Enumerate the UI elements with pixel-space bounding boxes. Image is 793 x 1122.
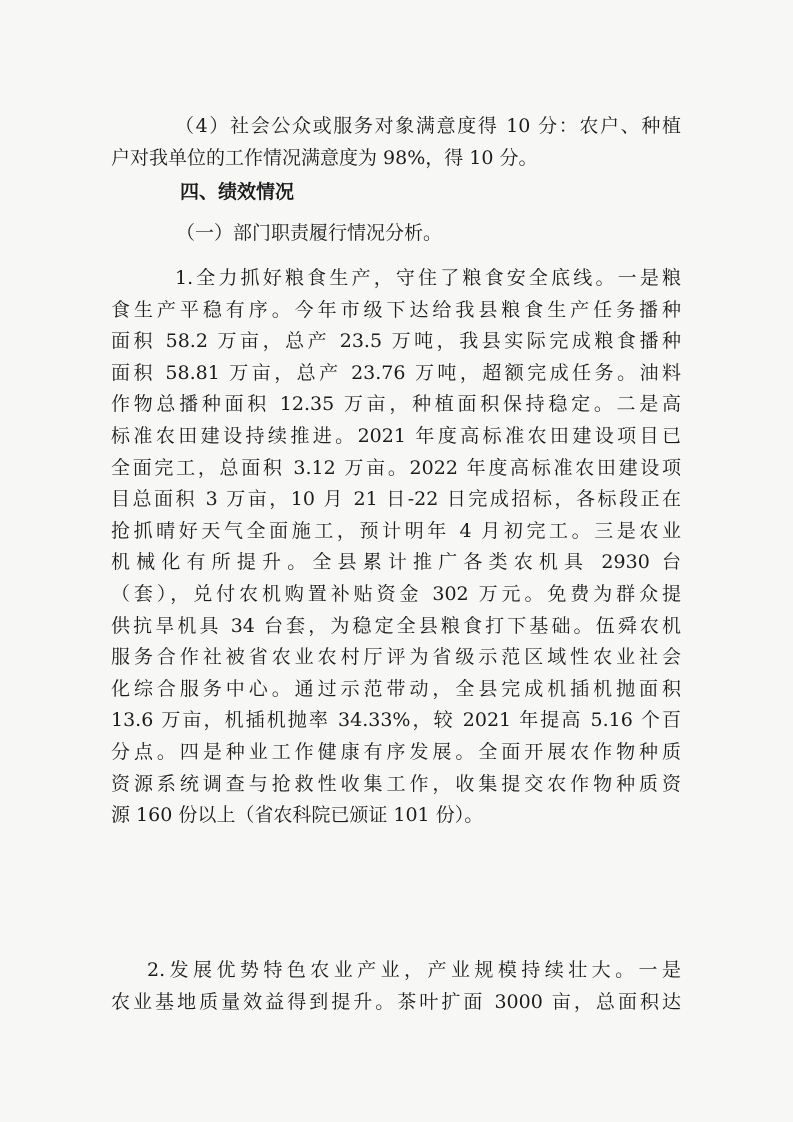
text-line: 标准农田建设持续推进。2021 年度高标准农田建设项目已: [111, 424, 681, 447]
text-line: 源 160 份以上（省农科院已颁证 101 份）。: [111, 804, 484, 827]
text-line: 机械化有所提升。全县累计推广各类农机具 2930 台: [111, 551, 681, 574]
text-line: 服务合作社被省农业农村厅评为省级示范区域性农业社会: [111, 646, 681, 669]
paragraph-satisfaction-score: [111, 111, 681, 174]
text-line: 面积 58.81 万亩，总产 23.76 万吨，超额完成任务。油料: [111, 361, 681, 384]
text-line: 1.全力抓好粮食生产，守住了粮食安全底线。一是粮: [175, 267, 681, 289]
text-line: 资源系统调查与抢救性收集工作，收集提交农作物种质资: [111, 772, 681, 795]
paragraph-specialty-agriculture: [111, 955, 681, 1018]
text-line: 2.发展优势特色农业产业，产业规模持续壮大。一是: [147, 959, 681, 981]
text-line: 户对我单位的工作情况满意度为 98%，得 10 分。: [111, 146, 538, 169]
text-line: 作物总播种面积 12.35 万亩，种植面积保持稳定。二是高: [111, 393, 681, 416]
paragraph-grain-production: [111, 263, 681, 832]
text-line: 分点。四是种业工作健康有序发展。全面开展农作物种质: [111, 740, 681, 763]
text-line: 农业基地质量效益得到提升。茶叶扩面 3000 亩，总面积达: [111, 990, 681, 1013]
text-line: 目总面积 3 万亩，10 月 21 日-22 日完成招标，各标段正在: [111, 488, 681, 511]
text-line: 供抗旱机具 34 台套，为稳定全县粮食打下基础。伍舜农机: [111, 614, 681, 637]
text-line: 食生产平稳有序。今年市级下达给我县粮食生产任务播种: [111, 298, 681, 321]
text-line: 化综合服务中心。通过示范带动，全县完成机插机抛面积: [111, 677, 681, 700]
subsection-heading-duties: （一）部门职责履行情况分析。: [176, 222, 443, 244]
text-line: 抢抓晴好天气全面施工，预计明年 4 月初完工。三是农业: [111, 519, 681, 542]
section-heading-performance: 四、绩效情况: [180, 181, 295, 203]
text-line: （4）社会公众或服务对象满意度得 10 分：农户、种植: [175, 115, 681, 137]
text-line: 面积 58.2 万亩，总产 23.5 万吨，我县实际完成粮食播种: [111, 330, 681, 353]
text-line: 全面完工，总面积 3.12 万亩。2022 年度高标准农田建设项: [111, 456, 681, 479]
text-line: 13.6 万亩，机插机抛率 34.33%，较 2021 年提高 5.16 个百: [111, 709, 681, 732]
text-line: （套），兑付农机购置补贴资金 302 万元。免费为群众提: [111, 582, 681, 605]
